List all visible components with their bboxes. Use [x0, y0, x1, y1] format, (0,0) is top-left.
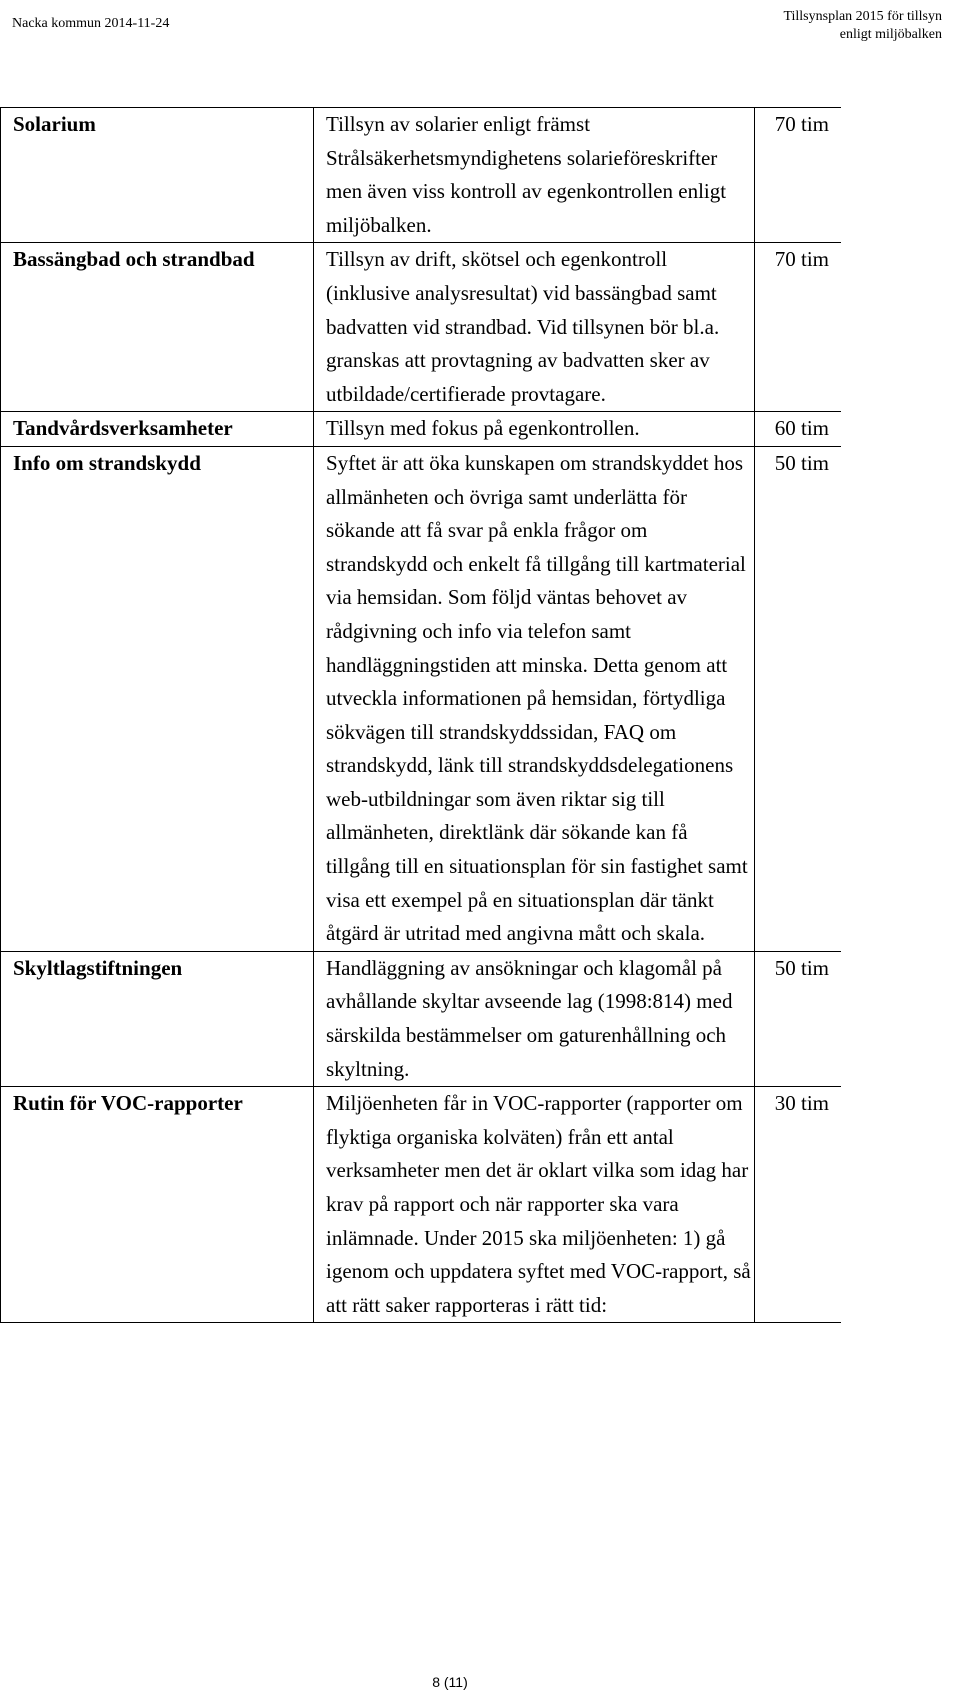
row-name: Bassängbad och strandbad — [1, 243, 314, 412]
row-time: 60 tim — [755, 412, 842, 447]
row-description: Tillsyn av drift, skötsel och egenkontroll (inklusive analysresultat) vid bassängbad samt badvatten vid strandbad. Vid tillsynen bör bl.a. granskas att provtagning av badvatten sker av utbildade/certifierade provtagare. — [314, 243, 755, 412]
header-document-title — [783, 8, 942, 44]
row-description: Tillsyn med fokus på egenkontrollen. — [314, 412, 755, 447]
table-row — [1, 446, 842, 951]
header-title-line2: enligt miljöbalken — [839, 27, 942, 42]
row-name: Skyltlagstiftningen — [1, 951, 314, 1086]
page-number: 8 (11) — [432, 1674, 468, 1690]
row-time: 70 tim — [755, 243, 842, 412]
row-time: 30 tim — [755, 1087, 842, 1323]
row-description: Syftet är att öka kunskapen om strandskyddet hos allmänheten och övriga samt underlätta för sökande att få svar på enkla frågor om strandskydd och enkelt få tillgång till kartmaterial via hemsidan. Som följd väntas behovet av rådgivning och info via telefon samt handläggningstiden att minska. Detta genom att utveckla informationen på hemsidan, förtydliga sökvägen till strandskyddssidan, FAQ om strandskydd, länk till strandskyddsdelegationens web-utbildningar som även riktar sig till allmänheten, direktlänk där sökande kan få tillgång till en situationsplan för sin fastighet samt visa ett exempel på en situationsplan där tänkt åtgärd är utritad med angivna mått och skala. — [314, 446, 755, 951]
row-time: 50 tim — [755, 446, 842, 951]
row-time: 70 tim — [755, 108, 842, 243]
header-date: Nacka kommun 2014-11-24 — [12, 16, 170, 31]
table-row — [1, 412, 842, 447]
row-name: Tandvårdsverksamheter — [1, 412, 314, 447]
row-time: 50 tim — [755, 951, 842, 1086]
row-description: Miljöenheten får in VOC-rapporter (rapporter om flyktiga organiska kolväten) från ett antal verksamheter men det är oklart vilka som idag har krav på rapport och när rapporter ska vara inlämnade. Under 2015 ska miljöenheten: 1) gå igenom och uppdatera syftet med VOC-rapport, så att rätt saker rapporteras i rätt tid: — [314, 1087, 755, 1323]
header-title-line1: Tillsynsplan 2015 för tillsyn — [783, 9, 942, 24]
table-row — [1, 951, 842, 1086]
table-row — [1, 108, 842, 243]
row-name: Info om strandskydd — [1, 446, 314, 951]
row-description: Tillsyn av solarier enligt främst Strålsäkerhetsmyndighetens solarieföreskrifter men även viss kontroll av egenkontrollen enligt miljöbalken. — [314, 108, 755, 243]
row-name: Rutin för VOC-rapporter — [1, 1087, 314, 1323]
row-description: Handläggning av ansökningar och klagomål på avhållande skyltar avseende lag (1998:814) med särskilda bestämmelser om gaturenhållning och skyltning. — [314, 951, 755, 1086]
supervision-plan-table — [0, 107, 841, 1323]
table-row — [1, 243, 842, 412]
table-row — [1, 1087, 842, 1323]
row-name: Solarium — [1, 108, 314, 243]
